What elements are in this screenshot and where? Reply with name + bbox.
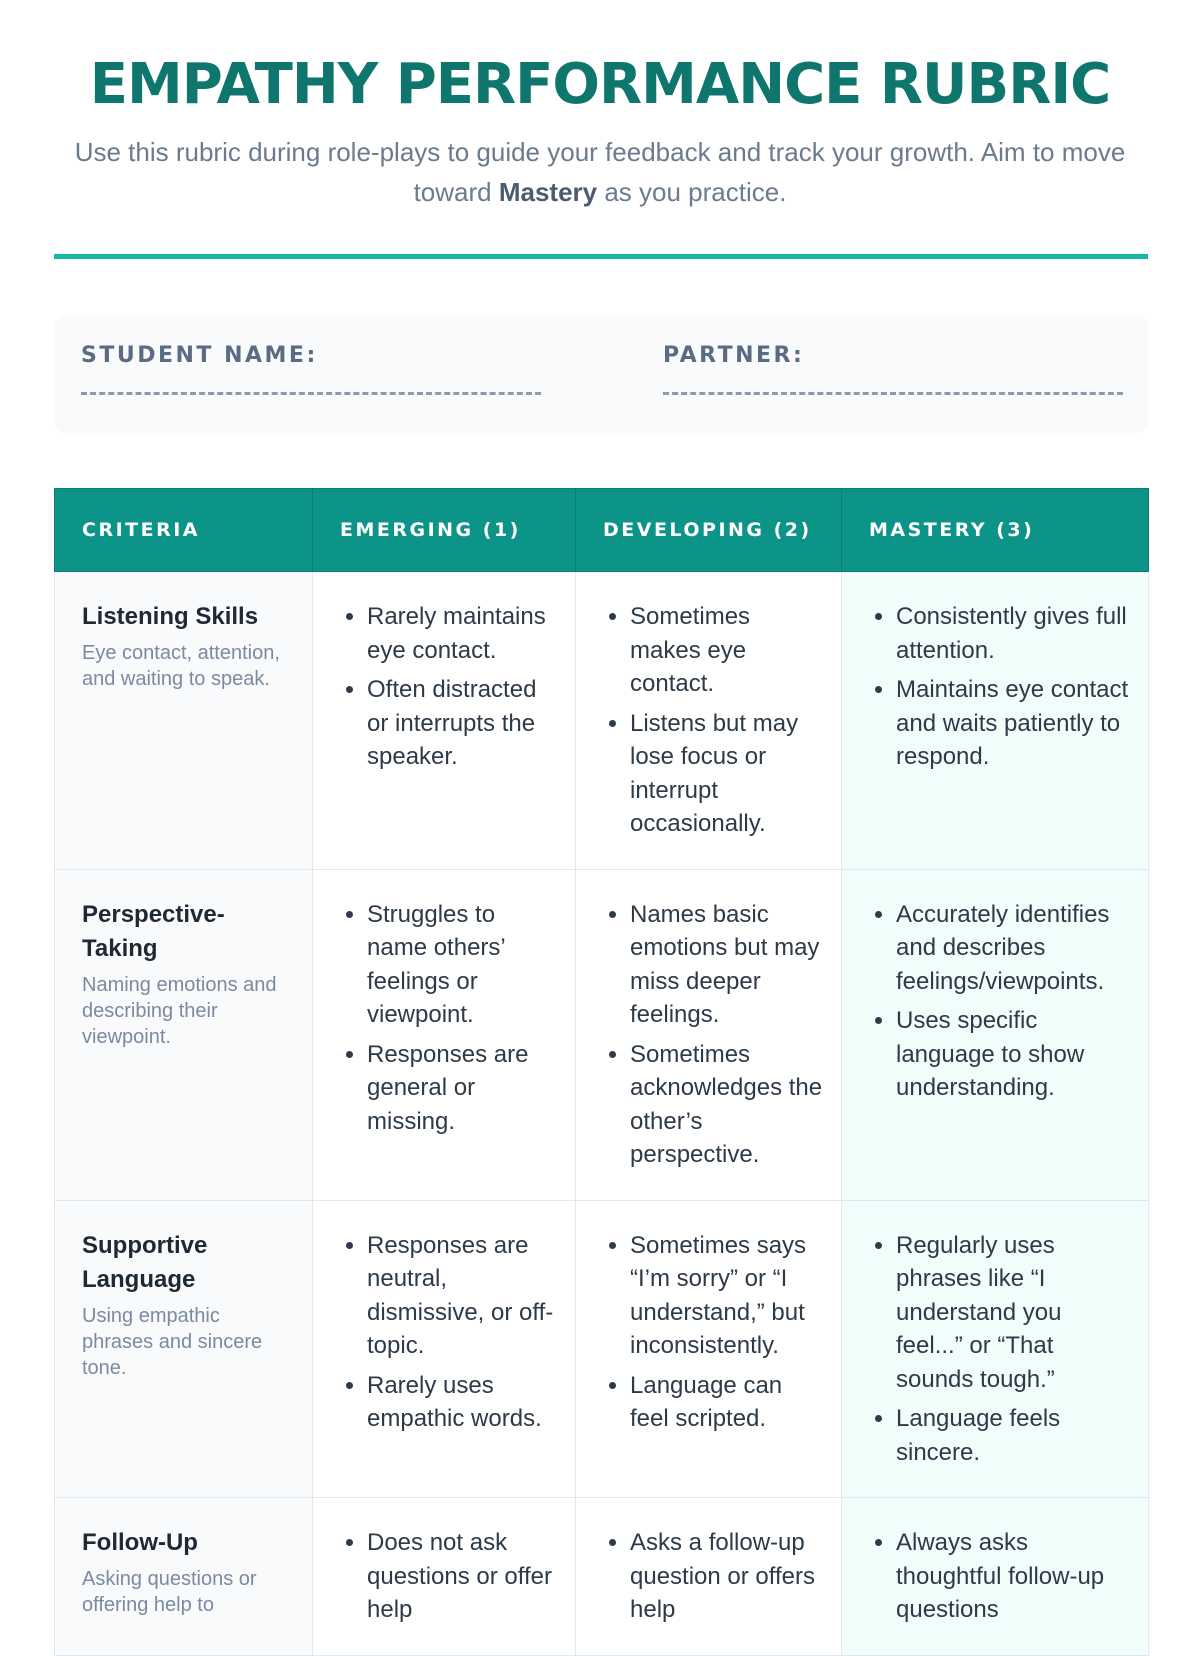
list-item: • Uses specific language to show understanding.	[896, 1004, 1132, 1105]
criteria-cell	[55, 869, 313, 1200]
list-item: • Sometimes makes eye contact.	[630, 600, 825, 701]
student-name-label: STUDENT NAME:	[81, 343, 318, 368]
developing-cell	[576, 1200, 842, 1498]
mastery-cell	[842, 1498, 1149, 1656]
mastery-cell	[842, 1200, 1149, 1498]
criteria-name: Supportive Language	[82, 1231, 208, 1293]
partner-label: PARTNER:	[663, 343, 805, 368]
title-divider	[54, 254, 1148, 259]
criteria-name: Perspective-Taking	[82, 900, 225, 962]
emerging-cell	[313, 869, 576, 1200]
criteria-description: Using empathic phrases and sincere tone.	[82, 1304, 263, 1379]
table-row	[55, 1498, 1149, 1656]
header-mastery: MASTERY (3)	[842, 489, 1149, 572]
mastery-cell	[842, 572, 1149, 870]
mastery-cell	[842, 869, 1149, 1200]
developing-cell	[576, 1498, 842, 1656]
criteria-cell	[55, 1498, 313, 1656]
criteria-description: Eye contact, attention, and waiting to speak.	[82, 642, 280, 690]
table-row	[55, 572, 1149, 870]
list-item: • Maintains eye contact and waits patiently to respond.	[896, 673, 1132, 774]
student-info-box	[54, 315, 1148, 433]
intro-text-mastery: Mastery	[498, 177, 598, 207]
table-header-row	[55, 489, 1149, 572]
page-title: EMPATHY PERFORMANCE RUBRIC	[89, 52, 1111, 117]
list-item: • Language can feel scripted.	[630, 1369, 825, 1436]
list-item: • Regularly uses phrases like “I understand you feel...” or “That sounds tough.”	[896, 1229, 1132, 1397]
developing-cell	[576, 869, 842, 1200]
emerging-cell	[313, 572, 576, 870]
list-item: • Accurately identifies and describes feelings/viewpoints.	[896, 898, 1132, 999]
list-item: • Consistently gives full attention.	[896, 600, 1132, 667]
list-item: • Sometimes says “I’m sorry” or “I understand,” but inconsistently.	[630, 1229, 825, 1363]
table-row	[55, 1200, 1149, 1498]
intro-text-start: Use this rubric during role-plays to guide your feedback and track your growth. Aim to move toward	[74, 137, 1126, 207]
list-item: • Responses are neutral, dismissive, or off-topic.	[367, 1229, 559, 1363]
partner-line	[663, 392, 1123, 395]
list-item: • Listens but may lose focus or interrupt occasionally.	[630, 707, 825, 841]
list-item: • Rarely uses empathic words.	[367, 1369, 559, 1436]
student-name-line	[81, 392, 541, 395]
list-item: • Language feels sincere.	[896, 1402, 1132, 1469]
criteria-name: Follow-Up	[82, 1529, 198, 1556]
developing-cell	[576, 572, 842, 870]
header-developing: DEVELOPING (2)	[576, 489, 842, 572]
list-item: • Struggles to name others’ feelings or viewpoint.	[367, 898, 559, 1032]
emerging-cell	[313, 1498, 576, 1656]
table-row	[55, 869, 1149, 1200]
list-item: • Always asks thoughtful follow-up questions	[896, 1526, 1132, 1627]
list-item: • Often distracted or interrupts the speaker.	[367, 673, 559, 774]
list-item: • Does not ask questions or offer help	[367, 1526, 559, 1627]
criteria-cell	[55, 572, 313, 870]
list-item: • Names basic emotions but may miss deeper feelings.	[630, 898, 825, 1032]
rubric-table	[54, 488, 1149, 1656]
list-item: • Rarely maintains eye contact.	[367, 600, 559, 667]
emerging-cell	[313, 1200, 576, 1498]
criteria-description: Naming emotions and describing their viewpoint.	[82, 973, 277, 1048]
criteria-cell	[55, 1200, 313, 1498]
criteria-name: Listening Skills	[82, 603, 259, 630]
header-emerging: EMERGING (1)	[313, 489, 576, 572]
partner-field	[663, 343, 1123, 395]
criteria-description: Asking questions or offering help to	[82, 1568, 257, 1616]
header-criteria: CRITERIA	[55, 489, 313, 572]
student-name-field	[81, 343, 541, 395]
list-item: • Responses are general or missing.	[367, 1038, 559, 1139]
list-item: • Sometimes acknowledges the other’s perspective.	[630, 1038, 825, 1172]
intro-text-end: as you practice.	[597, 177, 787, 207]
list-item: • Asks a follow-up question or offers help	[630, 1526, 825, 1627]
intro-text	[54, 132, 1146, 212]
